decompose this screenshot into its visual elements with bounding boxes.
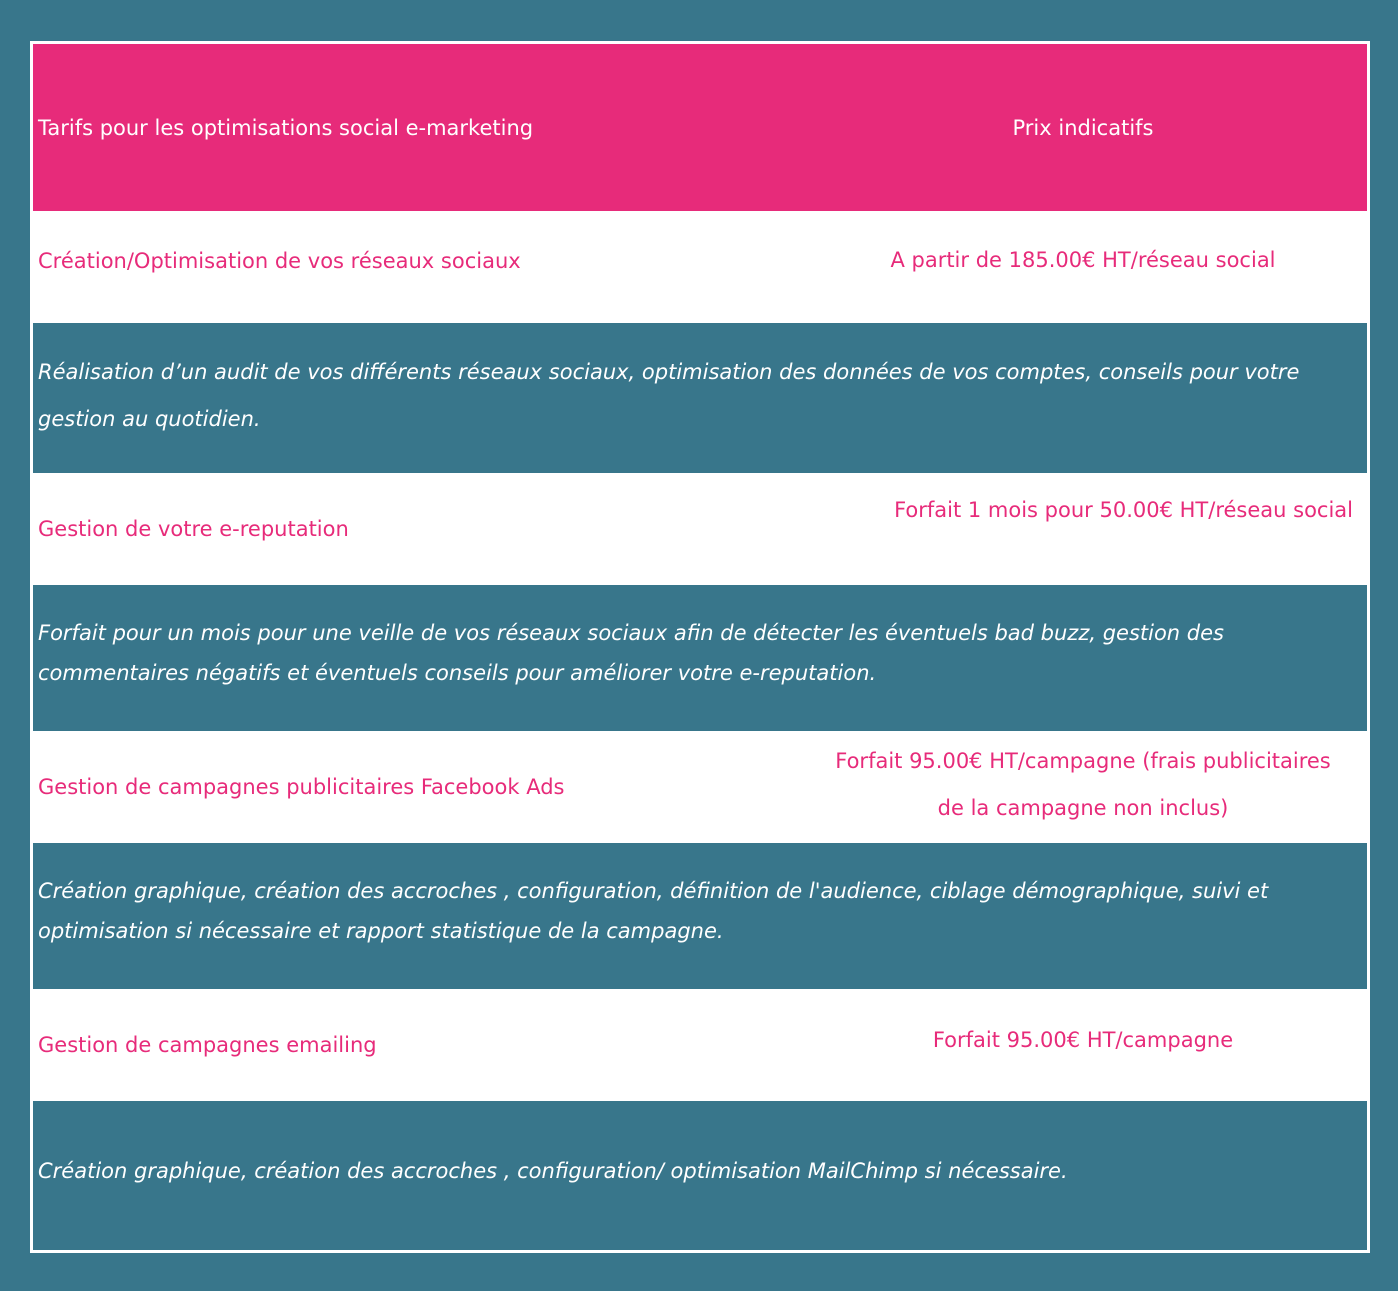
table-row bbox=[33, 989, 1367, 1101]
service-description: Création graphique, création des accroches , configuration/ optimisation MailChimp si nécessaire. bbox=[38, 1159, 1068, 1183]
service-name: Gestion de campagnes emailing bbox=[38, 1033, 377, 1057]
service-description: Réalisation d’un audit de vos différents réseaux sociaux, optimisation des données de vos comptes, conseils pour votre gestion au quotidien. bbox=[38, 360, 1300, 431]
service-name: Création/Optimisation de vos réseaux sociaux bbox=[38, 249, 521, 273]
table-row-description bbox=[33, 1101, 1367, 1250]
table-header bbox=[33, 44, 1367, 211]
service-description: Création graphique, création des accroches , configuration, définition de l'audience, ciblage démographique, suivi et optimisation si nécessaire et rapport statistique de la campagne. bbox=[38, 879, 1269, 943]
service-price: Forfait 95.00€ HT/campagne bbox=[932, 1028, 1234, 1052]
service-name: Gestion de campagnes publicitaires Facebook Ads bbox=[38, 775, 565, 799]
service-price: A partir de 185.00€ HT/réseau social bbox=[890, 248, 1276, 272]
service-description: Forfait pour un mois pour une veille de vos réseaux sociaux afin de détecter les éventuels bad buzz, gestion des commentaires négatifs et éventuels conseils pour améliorer votre e-reputation. bbox=[38, 621, 1224, 685]
pricing-table bbox=[30, 41, 1370, 1253]
table-row-description bbox=[33, 323, 1367, 473]
table-row-description bbox=[33, 585, 1367, 731]
header-price-label: Prix indicatifs bbox=[1012, 116, 1154, 140]
table-row-description bbox=[33, 843, 1367, 989]
service-name: Gestion de votre e-reputation bbox=[38, 517, 349, 541]
header-service-label: Tarifs pour les optimisations social e-marketing bbox=[38, 116, 534, 140]
table-row bbox=[33, 211, 1367, 323]
table-row bbox=[33, 731, 1367, 843]
service-price: Forfait 1 mois pour 50.00€ HT/réseau social bbox=[894, 498, 1353, 522]
service-price: Forfait 95.00€ HT/campagne (frais publicitaires de la campagne non inclus) bbox=[835, 749, 1331, 820]
table-row bbox=[33, 473, 1367, 585]
